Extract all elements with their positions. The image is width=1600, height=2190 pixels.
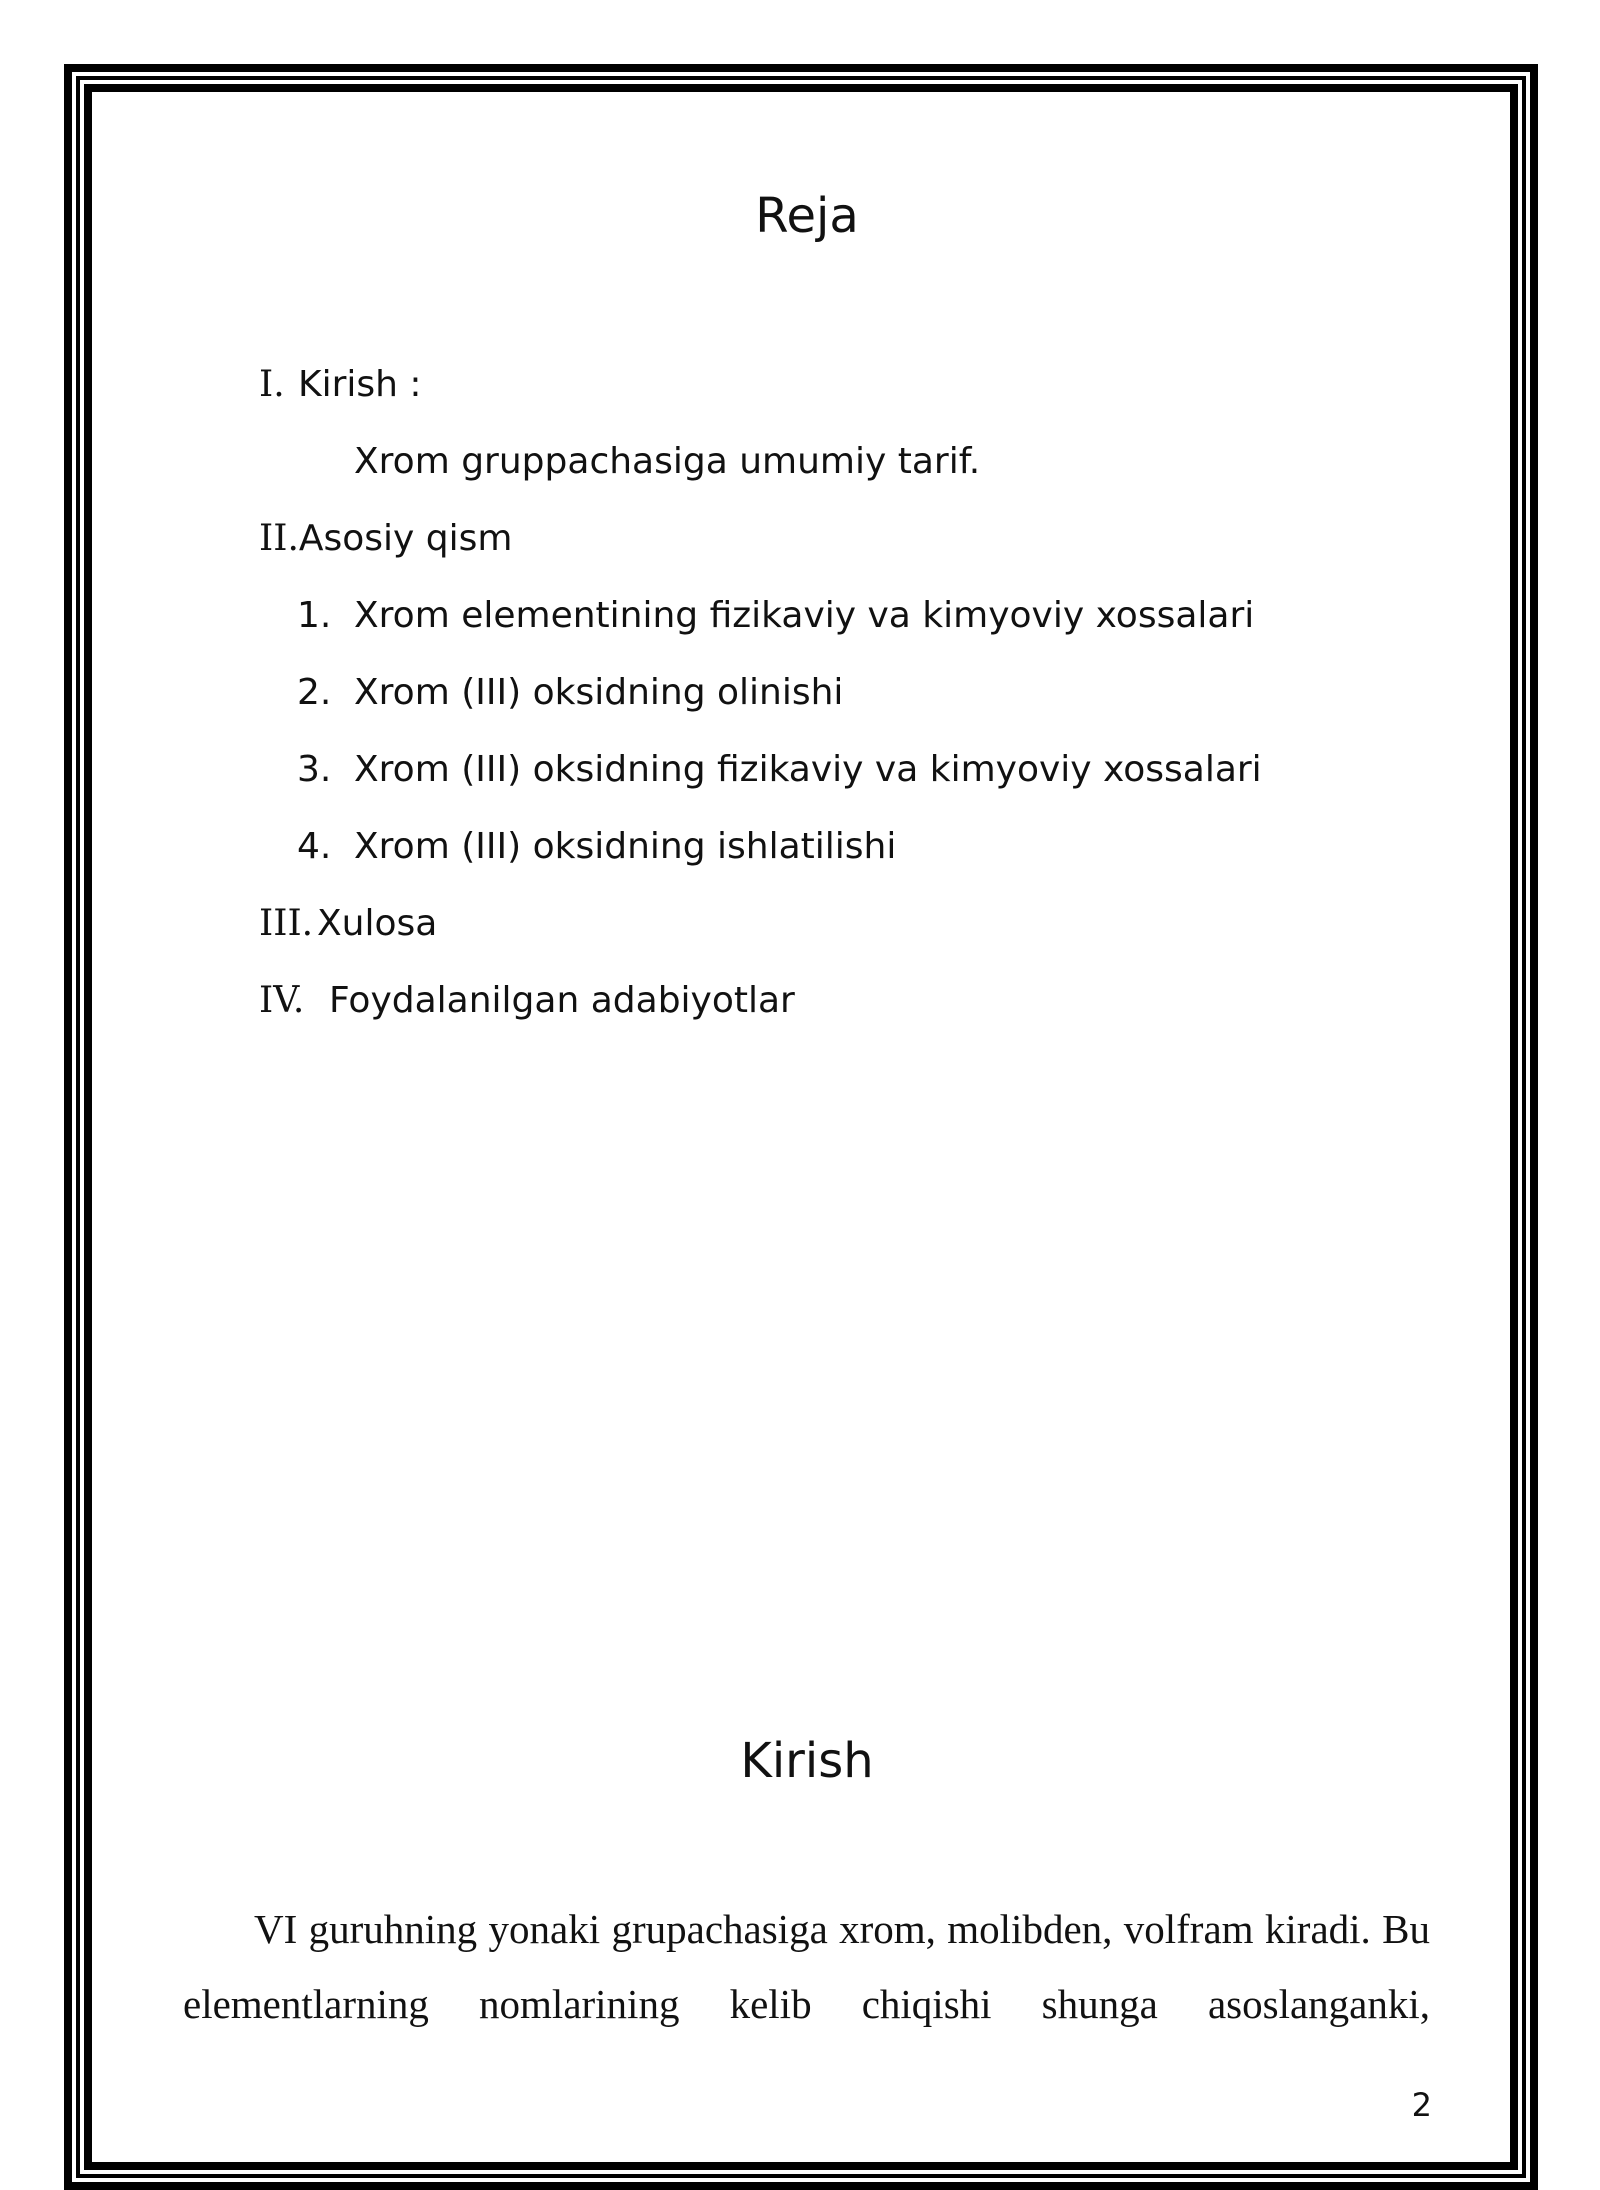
plan-subitem-intro xyxy=(354,440,980,484)
page-number: 2 xyxy=(1411,2086,1432,2124)
plan-item-number: 4. xyxy=(297,826,332,867)
plan-subitem-3 xyxy=(297,748,1262,792)
intro-paragraph: VI guruhning yonaki grupachasiga xrom, molibden, volfram kiradi. Bu elementlarning nomlarining kelib chiqishi shunga asoslanganki, xyxy=(183,1906,1430,2027)
plan-item-text: Kirish : xyxy=(298,364,422,405)
plan-item-text: Xrom elementining fizikaviy va kimyoviy xossalari xyxy=(354,595,1255,636)
plan-item-text: Xrom (III) oksidning ishlatilishi xyxy=(354,826,897,867)
plan-item-number: I. xyxy=(259,364,285,405)
intro-title: Kirish xyxy=(740,1733,874,1789)
plan-item-number: IV. xyxy=(259,980,305,1021)
plan-item-number: 1. xyxy=(297,595,332,636)
intro-body xyxy=(183,1892,1430,2042)
plan-item-references xyxy=(259,979,795,1023)
plan-item-number: II. xyxy=(259,518,299,559)
plan-item-main xyxy=(259,517,512,561)
plan-item-text: Xulosa xyxy=(317,903,438,944)
plan-item-number: 3. xyxy=(297,749,332,790)
plan-subitem-2 xyxy=(297,671,843,715)
plan-item-text: Foydalanilgan adabiyotlar xyxy=(329,980,795,1021)
plan-title: Reja xyxy=(755,188,859,244)
plan-item-number: III. xyxy=(259,903,314,944)
plan-item-text: Asosiy qism xyxy=(298,518,513,559)
plan-item-conclusion xyxy=(259,902,437,946)
plan-item-text: Xrom (III) oksidning olinishi xyxy=(354,672,844,713)
plan-subitem-1 xyxy=(297,594,1254,638)
plan-subitem-4 xyxy=(297,825,896,869)
plan-item-text: Xrom (III) oksidning fizikaviy va kimyoviy xossalari xyxy=(354,749,1262,790)
plan-item-number: 2. xyxy=(297,672,332,713)
plan-item-text: Xrom gruppachasiga umumiy tarif. xyxy=(354,441,981,482)
plan-item-intro xyxy=(259,363,422,407)
